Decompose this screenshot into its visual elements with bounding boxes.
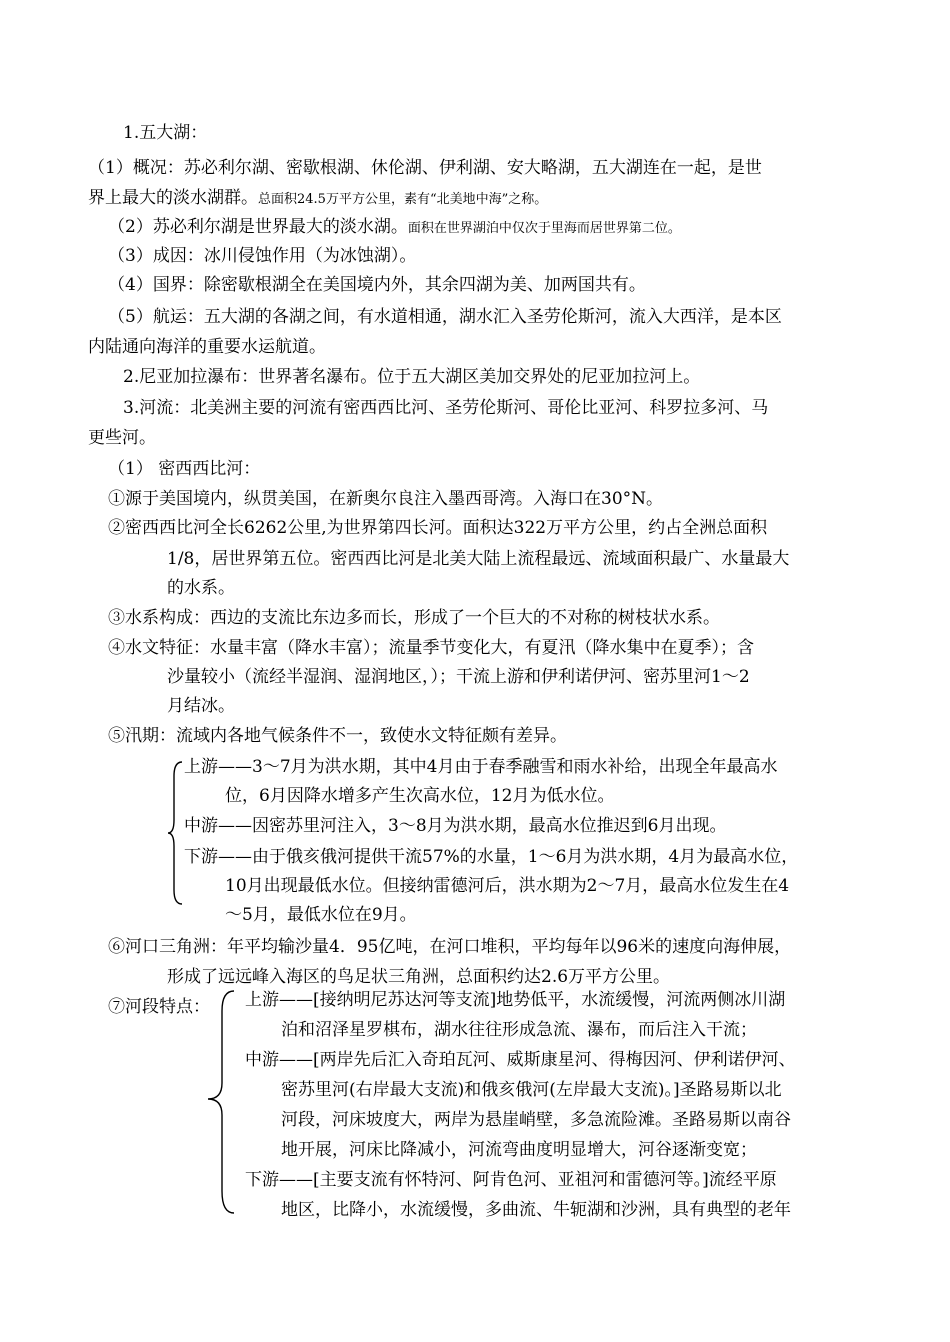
heading-great-lakes: 1.五大湖： [123,123,208,143]
text-line: ②密西西比河全长6262公里,为世界第四长河。面积达322万平方公里，约占全洲总面积 [108,518,768,538]
heading-rivers: 3.河流：北美洲主要的河流有密西西比河、圣劳伦斯河、哥伦比亚河、科罗拉多河、马 [123,398,769,418]
text-line: 形成了远远峰入海区的鸟足状三角洲，总面积约达2.6万平方公里。 [167,967,671,987]
text-line: （3）成因：冰川侵蚀作用（为冰蚀湖）。 [108,246,417,266]
text-line: ⑥河口三角洲：年平均输沙量4．95亿吨，在河口堆积，平均每年以96米的速度向海伸展， [108,937,792,957]
brace-flood-season [166,758,186,908]
text-line: （5）航运：五大湖的各湖之间，有水道相通，湖水汇入圣劳伦斯河，流入大西洋，是本区 [108,307,782,327]
text-line: ③水系构成：西边的支流比东边多而长，形成了一个巨大的不对称的树枝状水系。 [108,608,720,628]
text-line: 沙量较小（流经半湿润、湿润地区，）；干流上游和伊利诺伊河、密苏里河1～2 [167,667,750,687]
text-line: ④水文特征：水量丰富（降水丰富）；流量季节变化大，有夏汛（降水集中在夏季）；含 [108,638,754,658]
text-line: 的水系。 [167,578,235,598]
small-note: 面积在世界湖泊中仅次于里海而居世界第二位。 [407,221,681,236]
text-line: 上游——3～7月为洪水期，其中4月由于春季融雪和雨水补给，出现全年最高水 [184,757,778,777]
text-line: （1）概况：苏必利尔湖、密歇根湖、休伦湖、伊利湖、安大略湖，五大湖连在一起，是世 [88,158,762,178]
text-line: （2）苏必利尔湖是世界最大的淡水湖。面积在世界湖泊中仅次于里海而居世界第二位。 [108,217,681,237]
text-line: （4）国界：除密歇根湖全在美国境内外，其余四湖为美、加两国共有。 [108,275,646,295]
text-line: 内陆通向海洋的重要水运航道。 [88,337,326,357]
text-line: 地开展，河床比降减小，河流弯曲度明显增大，河谷逐渐变宽； [281,1140,757,1160]
small-note: 总面积24.5万平方公里，素有“北美地中海”之称。 [258,192,548,207]
brace-river-sections [204,985,238,1220]
subheading-mississippi: （1） 密西西比河： [108,459,261,479]
heading-niagara: 2.尼亚加拉瀑布：世界著名瀑布。位于五大湖区美加交界处的尼亚加拉河上。 [123,367,701,387]
text-line: 10月出现最低水位。但接纳雷德河后，洪水期为2～7月，最高水位发生在4 [225,876,790,896]
text-line: 下游——[主要支流有怀特河、阿肯色河、亚祖河和雷德河等。]流经平原 [245,1170,777,1190]
text-line: 中游——因密苏里河注入，3～8月为洪水期，最高水位推迟到6月出现。 [184,816,727,836]
text-line: 更些河。 [88,428,156,448]
text-line: 月结冰。 [167,696,235,716]
text-line: ⑦河段特点： [108,997,210,1017]
text-line: 泊和沼泽星罗棋布，湖水往往形成急流、瀑布，而后注入干流； [281,1020,757,1040]
text-line: ⑤汛期：流域内各地气候条件不一，致使水文特征颇有差异。 [108,726,567,746]
text-line: 中游——[两岸先后汇入奇珀瓦河、威斯康星河、得梅因河、伊利诺伊河、 [245,1050,796,1070]
text-line: ～5月，最低水位在9月。 [225,905,417,925]
text-line: 界上最大的淡水湖群。总面积24.5万平方公里，素有“北美地中海”之称。 [88,188,548,208]
text-line: 1/8，居世界第五位。密西西比河是北美大陆上流程最远、流域面积最广、水量最大 [167,549,790,569]
text-line: 河段，河床坡度大，两岸为悬崖峭壁，多急流险滩。圣路易斯以南谷 [281,1110,791,1130]
text-line: 位，6月因降水增多产生次高水位，12月为低水位。 [225,786,615,806]
text-line: ①源于美国境内，纵贯美国，在新奥尔良注入墨西哥湾。入海口在30°N。 [108,489,664,509]
text-line: 密苏里河(右岸最大支流)和俄亥俄河(左岸最大支流)。]圣路易斯以北 [281,1080,782,1100]
text-line: 下游——由于俄亥俄河提供干流57%的水量，1～6月为洪水期，4月为最高水位， [184,847,799,867]
text-line: 地区，比降小，水流缓慢，多曲流、牛轭湖和沙洲，具有典型的老年 [281,1200,791,1220]
text-line: 上游——[接纳明尼苏达河等支流]地势低平，水流缓慢，河流两侧冰川湖 [245,990,786,1010]
